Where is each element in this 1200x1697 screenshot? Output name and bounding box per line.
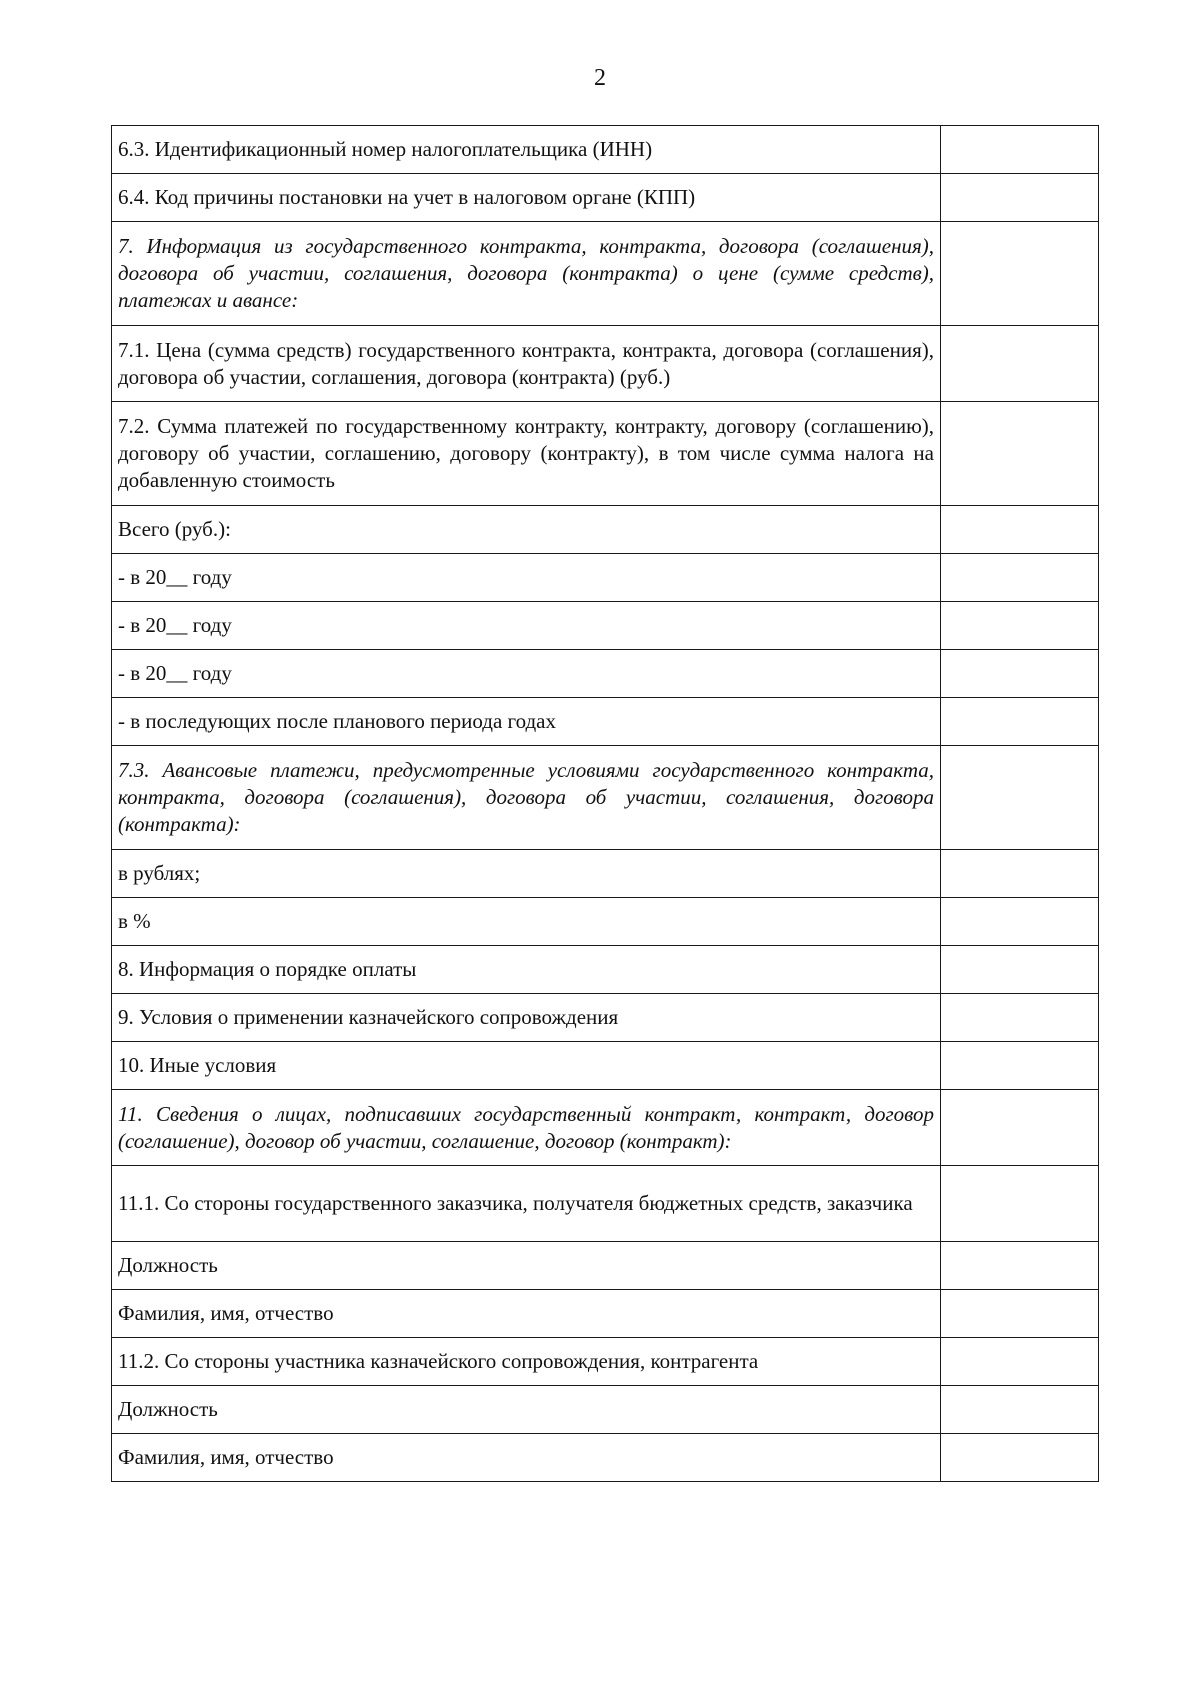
table-row [112, 1090, 1099, 1166]
table-row [112, 1242, 1099, 1290]
row-label-contractor-position: Должность [112, 1386, 941, 1434]
row-label-other-conditions: 10. Иные условия [112, 1042, 941, 1090]
table-row [112, 1290, 1099, 1338]
table-row [112, 698, 1099, 746]
section-heading-11: 11. Сведения о лицах, подписавших государственный контракт, контракт, договор (соглашение), договор об участии, соглашение, договор (контракт): [112, 1090, 941, 1166]
row-value-total[interactable] [941, 506, 1099, 554]
table-row [112, 1338, 1099, 1386]
row-value-inn[interactable] [941, 126, 1099, 174]
section-heading-7-3: 7.3. Авансовые платежи, предусмотренные условиями государственного контракта, контракта, договора (соглашения), договора об участии, соглашения, договора (контракта): [112, 746, 941, 850]
row-value-7-3[interactable] [941, 746, 1099, 850]
row-label-customer-full-name: Фамилия, имя, отчество [112, 1290, 941, 1338]
row-value-treasury-support[interactable] [941, 994, 1099, 1042]
table-row [112, 1434, 1099, 1482]
table-row [112, 994, 1099, 1042]
row-label-kpp: 6.4. Код причины постановки на учет в налоговом органе (КПП) [112, 174, 941, 222]
table-row [112, 554, 1099, 602]
row-value-customer-position[interactable] [941, 1242, 1099, 1290]
row-value-7-1[interactable] [941, 326, 1099, 402]
row-label-11-1: 11.1. Со стороны государственного заказчика, получателя бюджетных средств, заказчика [112, 1166, 941, 1242]
row-label-year-3: - в 20__ году [112, 650, 941, 698]
row-label-year-2: - в 20__ году [112, 602, 941, 650]
row-value-section-11[interactable] [941, 1090, 1099, 1166]
row-label-percent: в % [112, 898, 941, 946]
row-label-total: Всего (руб.): [112, 506, 941, 554]
row-value-customer-full-name[interactable] [941, 1290, 1099, 1338]
table-row [112, 850, 1099, 898]
row-label-7-1: 7.1. Цена (сумма средств) государственного контракта, контракта, договора (соглашения), договора об участии, соглашения, договора (контракта) (руб.) [112, 326, 941, 402]
table-row [112, 746, 1099, 850]
row-value-11-1[interactable] [941, 1166, 1099, 1242]
row-value-year-2[interactable] [941, 602, 1099, 650]
table-row [112, 402, 1099, 506]
row-label-treasury-support: 9. Условия о применении казначейского сопровождения [112, 994, 941, 1042]
table-row [112, 650, 1099, 698]
row-value-percent[interactable] [941, 898, 1099, 946]
page-number: 2 [594, 65, 606, 91]
table-row [112, 946, 1099, 994]
table-row [112, 602, 1099, 650]
table-row [112, 174, 1099, 222]
row-value-section-7[interactable] [941, 222, 1099, 326]
row-value-contractor-full-name[interactable] [941, 1434, 1099, 1482]
row-value-year-1[interactable] [941, 554, 1099, 602]
table-row [112, 898, 1099, 946]
table-row [112, 506, 1099, 554]
row-value-year-3[interactable] [941, 650, 1099, 698]
row-value-7-2[interactable] [941, 402, 1099, 506]
row-label-rubles: в рублях; [112, 850, 941, 898]
table-row [112, 1042, 1099, 1090]
table-row [112, 126, 1099, 174]
row-label-year-1: - в 20__ году [112, 554, 941, 602]
row-value-subsequent-years[interactable] [941, 698, 1099, 746]
section-heading-7: 7. Информация из государственного контракта, контракта, договора (соглашения), договора об участии, соглашения, договора (контракта) о цене (сумме средств), платежах и авансе: [112, 222, 941, 326]
row-label-7-2: 7.2. Сумма платежей по государственному контракту, контракту, договору (соглашению), договору об участии, соглашению, договору (контракту), в том числе сумма налога на добавленную стоимость [112, 402, 941, 506]
row-value-rubles[interactable] [941, 850, 1099, 898]
row-label-payment-order: 8. Информация о порядке оплаты [112, 946, 941, 994]
table-row [112, 1166, 1099, 1242]
contract-info-table [111, 125, 1099, 1482]
row-value-kpp[interactable] [941, 174, 1099, 222]
table-row [112, 326, 1099, 402]
row-value-contractor-position[interactable] [941, 1386, 1099, 1434]
row-value-11-2[interactable] [941, 1338, 1099, 1386]
table-row [112, 222, 1099, 326]
row-label-11-2: 11.2. Со стороны участника казначейского сопровождения, контрагента [112, 1338, 941, 1386]
row-label-inn: 6.3. Идентификационный номер налогоплательщика (ИНН) [112, 126, 941, 174]
row-label-subsequent-years: - в последующих после планового периода годах [112, 698, 941, 746]
row-value-other-conditions[interactable] [941, 1042, 1099, 1090]
table-row [112, 1386, 1099, 1434]
row-label-contractor-full-name: Фамилия, имя, отчество [112, 1434, 941, 1482]
row-value-payment-order[interactable] [941, 946, 1099, 994]
row-label-customer-position: Должность [112, 1242, 941, 1290]
